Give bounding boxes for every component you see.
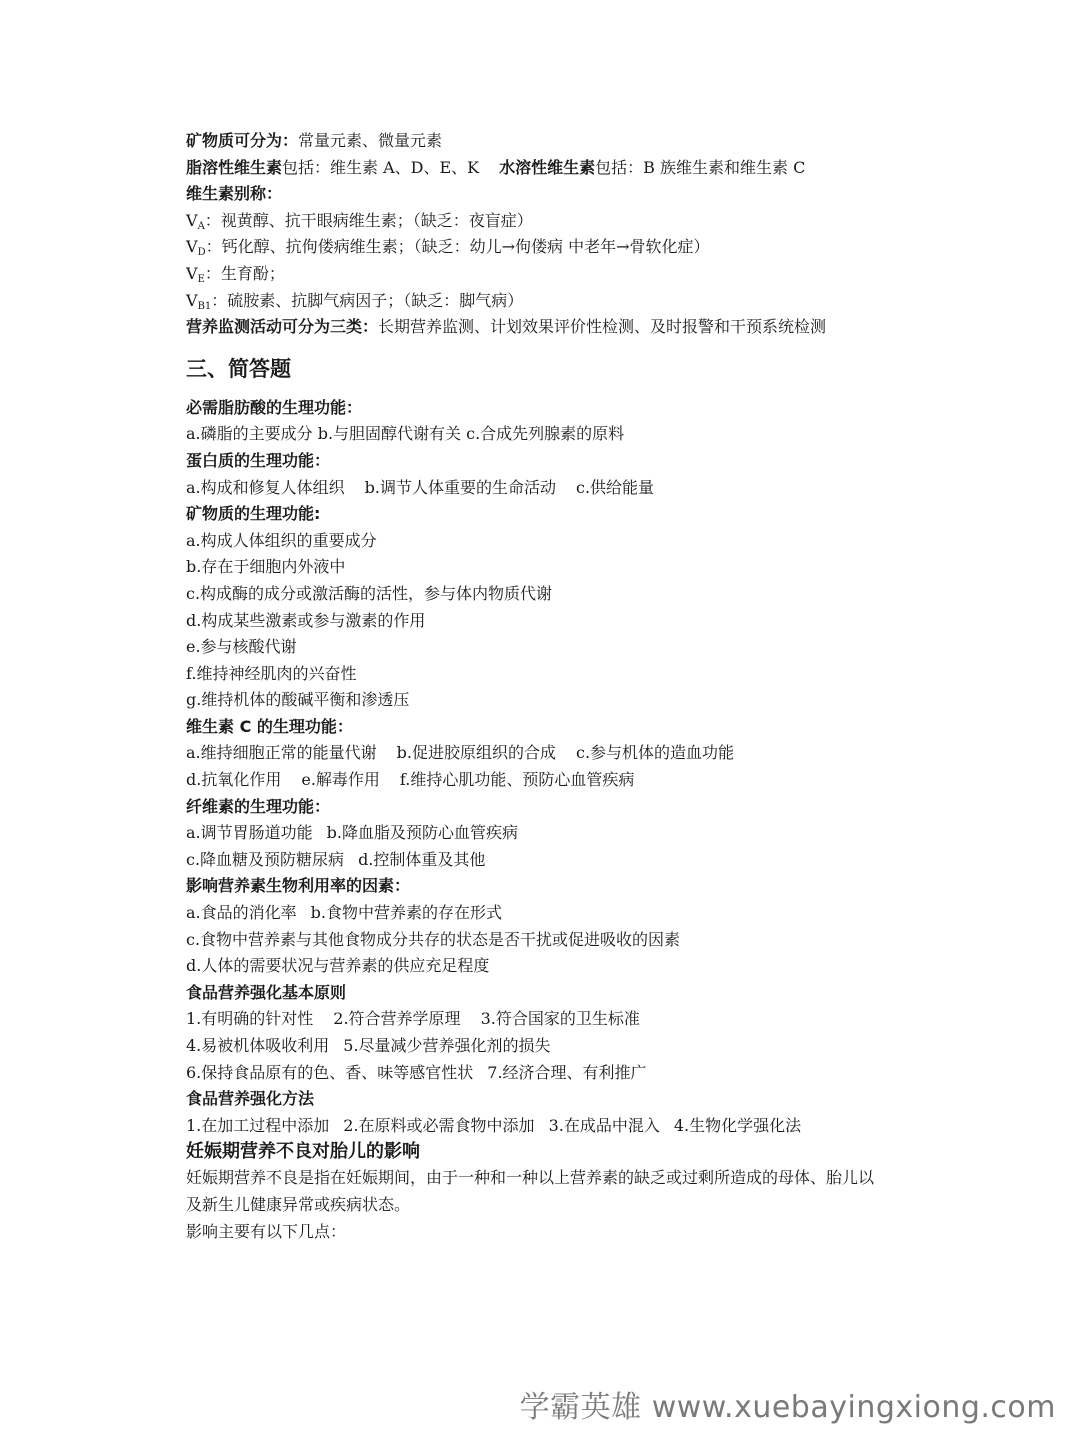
fat-soluble-text: 包括：维生素 A、D、E、K bbox=[282, 157, 480, 177]
minerals-title: 矿物质的生理功能: bbox=[186, 504, 321, 524]
minerals-classification bbox=[186, 128, 906, 155]
vitc-line-2 bbox=[186, 767, 906, 794]
fiber-a: a.调节胃肠道功能 bbox=[186, 823, 313, 843]
method-2: 2.在原料或必需食物中添加 bbox=[343, 1115, 535, 1135]
minerals-item: b.存在于细胞内外液中 bbox=[186, 557, 346, 577]
ve-text: ：生育酚； bbox=[204, 263, 285, 283]
fiber-c: c.降血糖及预防糖尿病 bbox=[186, 849, 345, 869]
principle-6: 6.保持食品原有的色、香、味等感官性状 bbox=[186, 1062, 474, 1082]
monitoring-label: 营养监测活动可分为三类： bbox=[186, 317, 379, 337]
fortify-methods-line bbox=[186, 1113, 906, 1140]
vitc-a: a.维持细胞正常的能量代谢 bbox=[186, 743, 377, 763]
monitoring-text: 长期营养监测、计划效果评价性检测、及时报警和干预系统检测 bbox=[378, 317, 827, 337]
minerals-item: d.构成某些激素或参与激素的作用 bbox=[186, 610, 426, 630]
fiber-d: d.控制体重及其他 bbox=[358, 849, 486, 869]
vb1-base: V bbox=[186, 290, 198, 310]
efa-title: 必需脂肪酸的生理功能： bbox=[186, 397, 363, 417]
vb1-text: ：硫胺素、抗脚气病因子；（缺乏：脚气病） bbox=[211, 290, 524, 310]
vd-text: ：钙化醇、抗佝偻病维生素；（缺乏：幼儿→佝偻病 中老年→骨软化症） bbox=[205, 237, 710, 257]
ve-sub: E bbox=[197, 273, 205, 285]
site-watermark: 学霸英雄 www.xuebayingxiong.com bbox=[519, 1390, 1056, 1425]
fiber-line-1 bbox=[186, 820, 906, 847]
vitc-b: b.促进胶原组织的合成 bbox=[396, 743, 556, 763]
method-3: 3.在成品中混入 bbox=[548, 1115, 660, 1135]
minerals-label: 矿物质可分为： bbox=[186, 131, 299, 150]
bioavail-c: c.食物中营养素与其他食物成分共存的状态是否干扰或促进吸收的因素 bbox=[186, 929, 681, 949]
method-1: 1.在加工过程中添加 bbox=[186, 1115, 330, 1135]
vitc-e: e.解毒作用 bbox=[301, 770, 380, 790]
vitamin-b1-line bbox=[186, 288, 906, 315]
bioavail-b: b.食物中营养素的存在形式 bbox=[310, 903, 502, 923]
minerals-item: f.维持神经肌肉的兴奋性 bbox=[186, 663, 357, 683]
va-text: ：视黄醇、抗干眼病维生素；（缺乏：夜盲症） bbox=[204, 210, 533, 230]
pregnancy-paragraph: 妊娠期营养不良是指在妊娠期间，由于一种和一种以上营养素的缺乏或过剩所造成的母体、胎儿以及新生儿健康异常或疾病状态。 bbox=[186, 1168, 875, 1214]
vd-base: V bbox=[186, 237, 198, 257]
principle-4: 4.易被机体吸收利用 bbox=[186, 1036, 330, 1055]
fortify-principles-line-3 bbox=[186, 1060, 906, 1087]
vb1-sub: B1 bbox=[197, 300, 212, 312]
va-base: V bbox=[186, 210, 198, 230]
protein-b: b.调节人体重要的生命活动 bbox=[364, 477, 556, 497]
vitc-c: c.参与机体的造血功能 bbox=[575, 743, 735, 763]
fortify-principles-line-1 bbox=[186, 1006, 906, 1033]
fortify-principles-line-2 bbox=[186, 1033, 906, 1060]
principle-7: 7.经济合理、有利推广 bbox=[487, 1062, 647, 1082]
bioavail-a: a.食品的消化率 bbox=[186, 903, 297, 923]
minerals-item: c.构成酶的成分或激活酶的活性，参与体内物质代谢 bbox=[186, 583, 553, 603]
vitamin-a-line bbox=[186, 208, 906, 235]
fortify-principles-title: 食品营养强化基本原则 bbox=[186, 982, 347, 1002]
principle-2: 2.符合营养学原理 bbox=[333, 1009, 461, 1029]
fat-soluble-label: 脂溶性维生素 bbox=[186, 157, 283, 177]
fiber-line-2 bbox=[186, 847, 906, 874]
principle-3: 3.符合国家的卫生标准 bbox=[480, 1009, 640, 1029]
efa-line: a.磷脂的主要成分 b.与胆固醇代谢有关 c.合成先列腺素的原料 bbox=[186, 424, 625, 444]
minerals-item: a.构成人体组织的重要成分 bbox=[186, 530, 377, 550]
vitc-title: 维生素 C 的生理功能： bbox=[186, 716, 353, 736]
vitamin-d-line bbox=[186, 234, 906, 261]
bioavail-line-1 bbox=[186, 900, 906, 927]
fiber-title: 纤维素的生理功能： bbox=[186, 796, 331, 816]
method-4: 4.生物化学强化法 bbox=[673, 1115, 802, 1135]
principle-5: 5.尽量减少营养强化剂的损失 bbox=[343, 1036, 551, 1055]
minerals-item: g.维持机体的酸碱平衡和渗透压 bbox=[186, 690, 410, 710]
vitamin-alias-label: 维生素别称： bbox=[186, 184, 283, 204]
fortify-methods-title: 食品营养强化方法 bbox=[186, 1089, 315, 1109]
minerals-item: e.参与核酸代谢 bbox=[186, 637, 297, 657]
pregnancy-lead: 影响主要有以下几点： bbox=[186, 1221, 347, 1241]
minerals-text: 常量元素、微量元素 bbox=[298, 131, 443, 150]
principle-1: 1.有明确的针对性 bbox=[186, 1009, 314, 1029]
bioavail-d: d.人体的需要状况与营养素的供应充足程度 bbox=[186, 956, 490, 976]
section-title: 三、简答题 bbox=[186, 356, 291, 381]
fiber-b: b.降血脂及预防心血管疾病 bbox=[326, 823, 518, 843]
protein-a: a.构成和修复人体组织 bbox=[186, 477, 345, 497]
vitc-d: d.抗氧化作用 bbox=[186, 770, 282, 790]
protein-line bbox=[186, 475, 906, 502]
vd-sub: D bbox=[197, 247, 206, 259]
vitamin-e-line bbox=[186, 261, 906, 288]
protein-title: 蛋白质的生理功能： bbox=[186, 450, 331, 470]
protein-c: c.供给能量 bbox=[575, 477, 655, 497]
va-sub: A bbox=[197, 220, 205, 232]
document-page bbox=[186, 128, 906, 1245]
vitc-line-1 bbox=[186, 740, 906, 767]
vitc-f: f.维持心肌功能、预防心血管疾病 bbox=[399, 770, 635, 790]
bioavail-title: 影响营养素生物利用率的因素： bbox=[186, 876, 411, 896]
ve-base: V bbox=[186, 263, 198, 283]
water-soluble-text: 包括：B 族维生素和维生素 C bbox=[595, 157, 806, 177]
pregnancy-title: 妊娠期营养不良对胎儿的影响 bbox=[186, 1141, 420, 1163]
water-soluble-label: 水溶性维生素 bbox=[499, 157, 596, 177]
monitoring-line bbox=[186, 314, 906, 341]
vitamin-solubility bbox=[186, 155, 906, 182]
